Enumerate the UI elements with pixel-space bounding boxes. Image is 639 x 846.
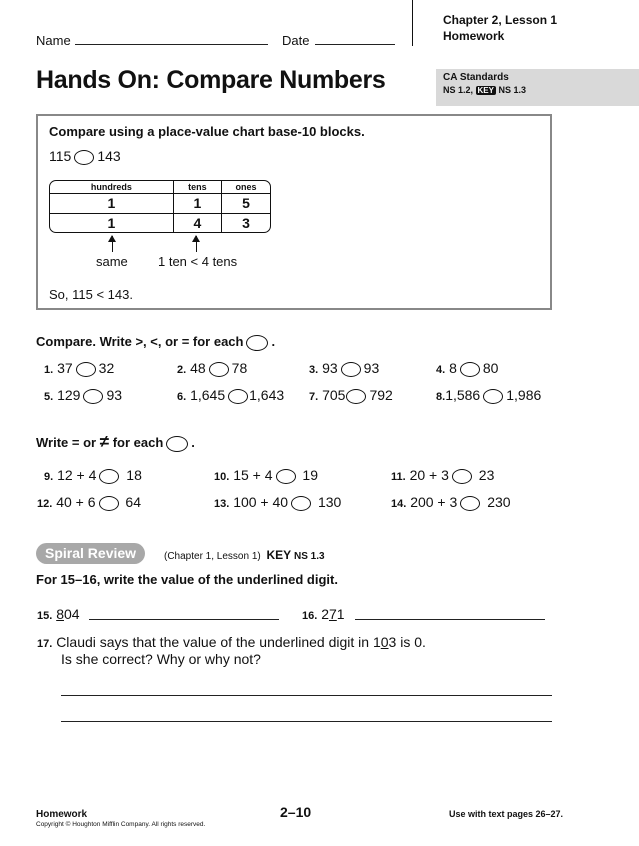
problem-17 [37,634,426,650]
note-tens: 1 ten < 4 tens [158,254,238,269]
footer-text-pages: Use with text pages 26–27. [449,809,564,819]
operand: 23 [478,467,495,483]
operand: 93 [322,360,338,376]
chapter-label: Chapter 2, Lesson 1 [443,13,558,27]
chart-cell: 3 [222,213,270,232]
problem-number: 7. [309,391,319,403]
operand: 1 [336,606,345,622]
operand: 37 [57,360,73,376]
underlined-digit: 0 [380,634,389,650]
chart-cell: 5 [222,194,270,214]
q17-line2: Is she correct? Why or why not? [61,651,261,667]
operand: 792 [369,387,393,403]
key-badge: KEY [477,86,494,95]
standards-line [443,85,526,95]
problem-8 [436,387,541,404]
section2-text: Write = or [36,435,97,450]
problem-1 [44,360,114,377]
operand: 100 + 40 [233,494,289,510]
standard-ns12: NS 1.2, [443,85,474,95]
header-hundreds: hundreds [50,181,173,194]
operand: 93 [363,360,380,376]
header-divider [412,0,413,46]
problem-number: 15. [37,610,53,622]
spiral-ref [164,548,325,562]
problem-7 [309,387,393,404]
answer-line-17b[interactable] [61,710,552,722]
answer-line-16[interactable] [355,606,545,620]
operand: 15 + 4 [233,467,273,483]
example-problem [49,148,121,165]
problem-12 [37,494,141,511]
problem-number: 8. [436,391,446,403]
underlined-digit: 7 [328,606,337,622]
operand: 78 [231,360,248,376]
compare-oval [74,150,94,165]
answer-oval[interactable] [209,362,229,377]
problem-11 [391,467,494,484]
chart-cell: 1 [50,194,173,214]
standard-ns13: NS 1.3 [498,85,527,95]
answer-line-15[interactable] [89,606,279,620]
spiral-ref-text: (Chapter 1, Lesson 1) [164,551,261,562]
problem-10 [214,467,318,484]
place-value-chart [49,180,271,233]
compare-oval [246,335,268,351]
example-conclusion: So, 115 < 143. [49,287,133,302]
operand: 1,645 [190,387,226,403]
operand: 129 [57,387,81,403]
problem-6 [177,387,284,404]
page-title: Hands On: Compare Numbers [36,66,386,94]
operand: 93 [106,387,123,403]
q17-text: 3 is 0. [388,634,426,650]
operand: 130 [317,494,342,510]
problem-number: 13. [214,498,230,510]
problem-number: 12. [37,498,53,510]
answer-oval[interactable] [83,389,103,404]
answer-oval[interactable] [228,389,248,404]
operand: 705 [322,387,346,403]
operand: 2 [321,606,329,622]
operand: 1,986 [506,387,542,403]
chart-cell: 1 [173,194,221,214]
problem-number: 14. [391,498,407,510]
problem-9 [44,467,142,484]
spiral-standard: NS 1.3 [293,551,325,562]
answer-oval[interactable] [460,496,480,511]
problem-number: 5. [44,391,54,403]
arrow-up-icon [112,236,113,252]
operand: 18 [126,467,142,483]
answer-oval[interactable] [76,362,96,377]
operand: 12 + 4 [57,467,97,483]
operand: 20 + 3 [409,467,449,483]
header-tens: tens [173,181,221,194]
operand: 48 [190,360,206,376]
operand: 19 [302,467,318,483]
footer-homework: Homework [36,809,88,820]
problem-13 [214,494,341,511]
date-field[interactable] [315,30,395,45]
header-ones: ones [222,181,270,194]
operand: 200 + 3 [410,494,458,510]
not-equal-icon: ≠ [99,432,110,451]
operand: 230 [487,494,511,510]
name-field[interactable] [75,30,268,45]
note-same: same [96,254,128,269]
problem-5 [44,387,122,404]
answer-oval[interactable] [291,496,311,511]
section1-period: . [271,334,276,349]
operand: 8 [449,360,457,376]
problem-number: 3. [309,364,319,376]
problem-2 [177,360,247,377]
operand: 64 [125,494,141,510]
spiral-instruction: For 15–16, write the value of the underlined digit. [36,572,338,587]
problem-number: 16. [302,610,318,622]
problem-number: 10. [214,471,230,483]
arrow-up-icon [196,236,197,252]
page-number: 2–10 [280,804,312,820]
answer-oval[interactable] [276,469,296,484]
answer-oval[interactable] [341,362,361,377]
problem-number: 2. [177,364,187,376]
answer-oval[interactable] [99,469,119,484]
section2-text: for each [112,435,164,450]
answer-line-17a[interactable] [61,684,552,696]
example-right: 143 [97,148,121,164]
chart-cell: 1 [50,213,173,232]
spiral-review-badge: Spiral Review [36,543,145,564]
answer-oval[interactable] [99,496,119,511]
operand: 80 [482,360,499,376]
underlined-digit: 8 [56,606,64,622]
operand: 04 [63,606,80,622]
problem-number: 4. [436,364,446,376]
answer-oval[interactable] [452,469,472,484]
compare-oval [166,436,188,452]
problem-4 [436,360,498,377]
problem-number: 6. [177,391,187,403]
section2-instruction [36,432,195,452]
q17-text: Claudi says that the value of the underlined digit in 1 [56,634,381,650]
problem-number: 11. [391,471,406,483]
section1-text: Compare. Write >, <, or = for each [36,334,244,349]
answer-oval[interactable] [460,362,480,377]
name-label: Name [36,33,71,48]
problem-16 [302,606,345,622]
operand: 1,586 [445,387,481,403]
section2-period: . [191,435,195,450]
problem-15 [37,606,80,622]
answer-oval[interactable] [346,389,366,404]
problem-3 [309,360,379,377]
problem-number: 17. [37,638,53,650]
standards-heading: CA Standards [443,72,509,83]
spiral-key: KEY [266,548,292,562]
problem-number: 9. [44,471,54,483]
homework-label: Homework [443,29,505,43]
problem-number: 1. [44,364,54,376]
example-instruction: Compare using a place-value chart base-10 blocks. [49,124,365,139]
operand: 40 + 6 [56,494,96,510]
example-left: 115 [49,148,72,164]
problem-14 [391,494,511,511]
section1-instruction [36,334,275,351]
chart-cell: 4 [173,213,221,232]
footer-copyright: Copyright © Houghton Mifflin Company. All rights reserved. [36,821,206,828]
date-label: Date [282,33,310,48]
operand: 32 [98,360,115,376]
answer-oval[interactable] [483,389,503,404]
operand: 1,643 [249,387,285,403]
standards-box [436,69,639,106]
